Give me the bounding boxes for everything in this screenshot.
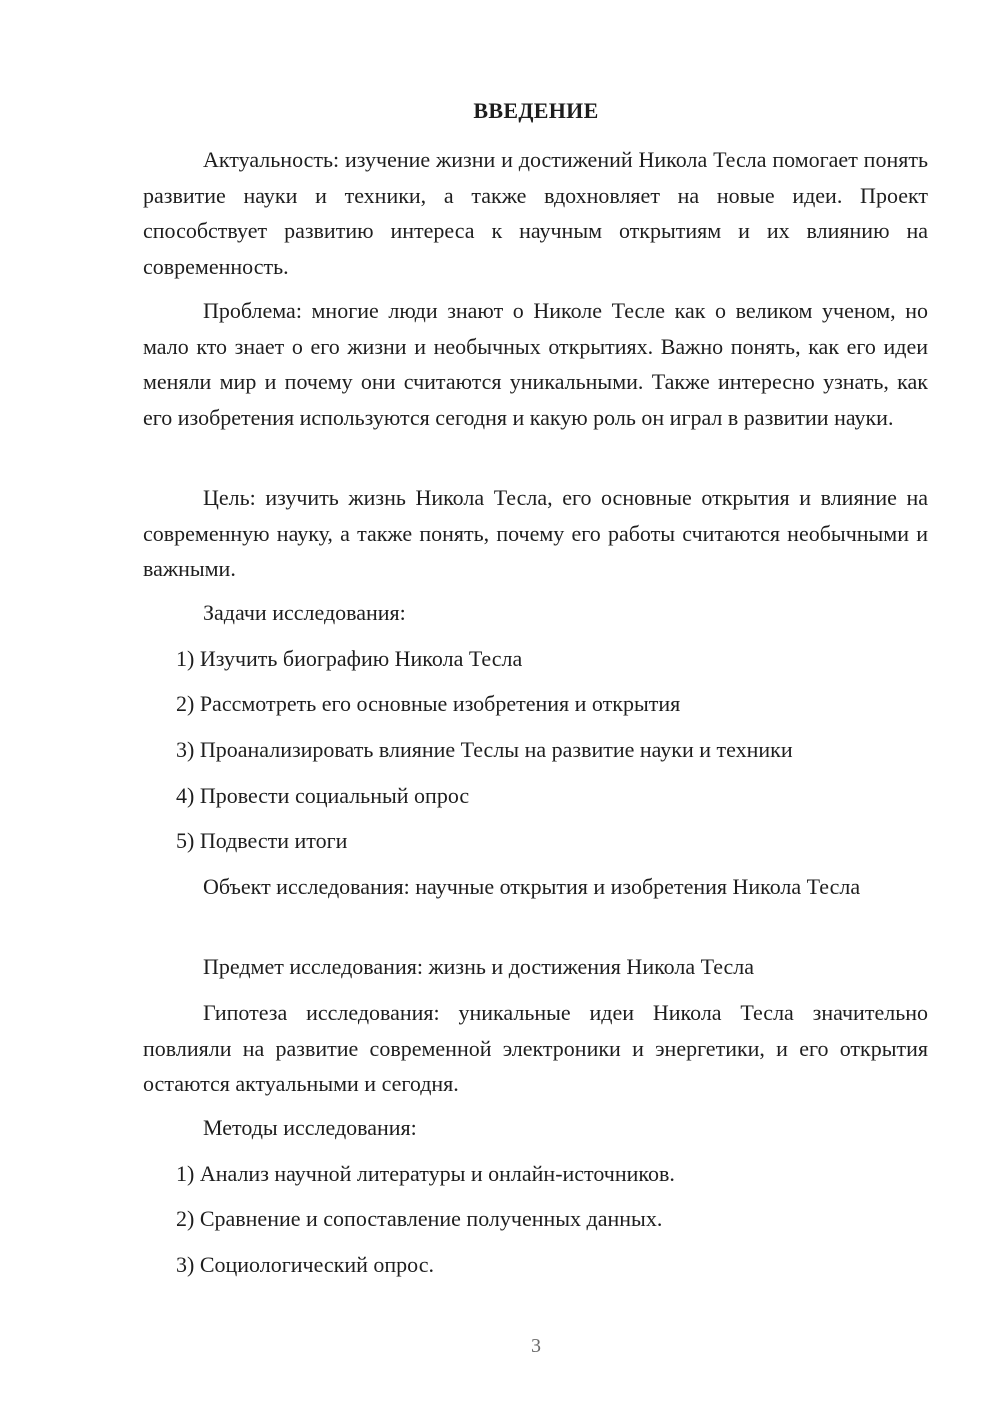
task-item: 4) Провести социальный опрос	[176, 783, 470, 808]
tasks-title: Задачи исследования:	[203, 600, 406, 625]
section-heading: ВВЕДЕНИЕ	[473, 98, 599, 123]
hypothesis-paragraph: Гипотеза исследования: уникальные идеи Никола Тесла значительно повлияли на развитие современной электроники и энергетики, и его открытия остаются актуальными и сегодня.	[143, 1000, 928, 1096]
method-item: 2) Сравнение и сопоставление полученных данных.	[176, 1206, 663, 1231]
subject-paragraph: Предмет исследования: жизнь и достижения Никола Тесла	[203, 954, 755, 979]
task-item: 3) Проанализировать влияние Теслы на развитие науки и техники	[176, 737, 793, 762]
method-item: 3) Социологический опрос.	[176, 1252, 434, 1277]
page-number: 3	[531, 1335, 541, 1357]
problem-paragraph: Проблема: многие люди знают о Николе Тесле как о великом ученом, но мало кто знает о его жизни и необычных открытиях. Важно понять, как его идеи меняли мир и почему они считаются уникальными. Также интересно узнать, как его изобретения используются сегодня и какую роль он играл в развитии науки.	[143, 298, 928, 430]
goal-paragraph: Цель: изучить жизнь Никола Тесла, его основные открытия и влияние на современную науку, а также понять, почему его работы считаются необычными и важными.	[143, 485, 928, 581]
relevance-paragraph: Актуальность: изучение жизни и достижений Никола Тесла помогает понять развитие науки и техники, а также вдохновляет на новые идеи. Проект способствует развитию интереса к научным открытиям и их влиянию на современность.	[143, 147, 928, 279]
method-item: 1) Анализ научной литературы и онлайн-источников.	[176, 1161, 675, 1186]
methods-title: Методы исследования:	[203, 1115, 417, 1140]
task-item: 5) Подвести итоги	[176, 828, 348, 853]
task-item: 2) Рассмотреть его основные изобретения и открытия	[176, 691, 681, 716]
object-paragraph: Объект исследования: научные открытия и изобретения Никола Тесла	[203, 874, 861, 899]
task-item: 1) Изучить биографию Никола Тесла	[176, 646, 523, 671]
